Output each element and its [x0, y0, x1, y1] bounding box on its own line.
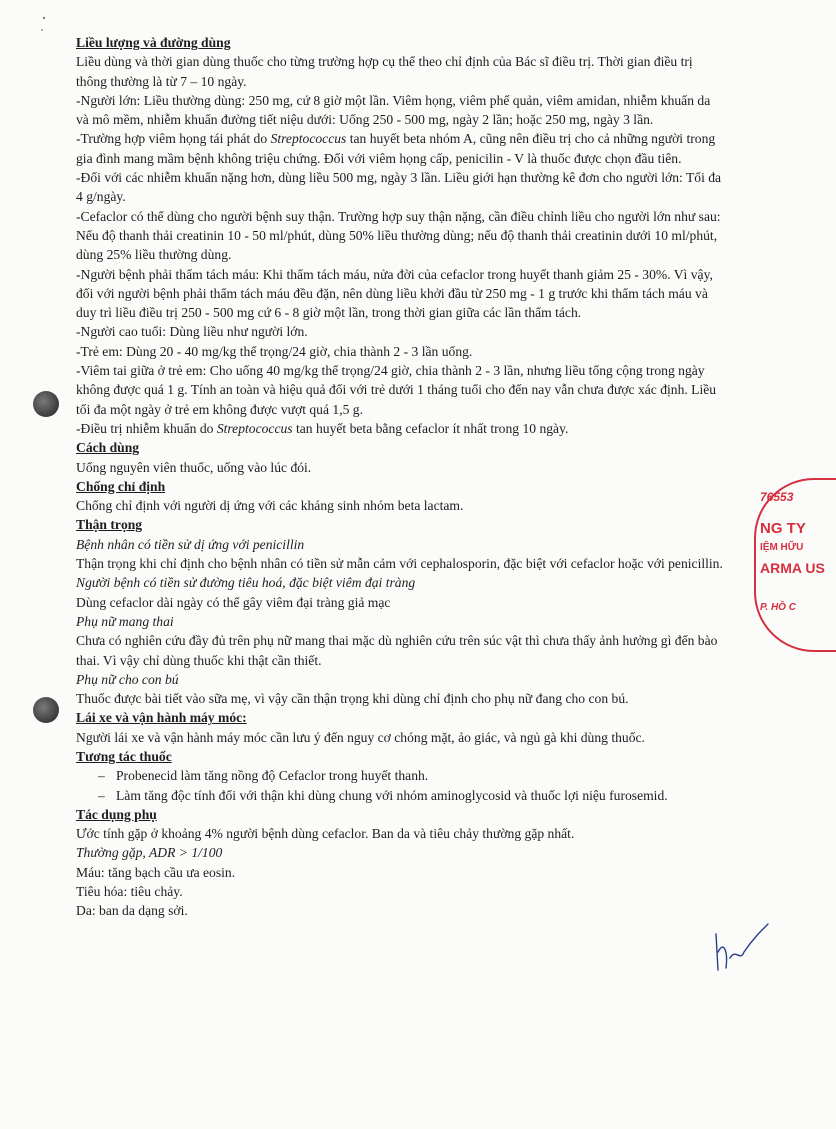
side-effects-intro: Ước tính gặp ở khoảng 4% người bệnh dùng cefaclor. Ban da và tiêu chảy thường gặp nhất. — [76, 826, 575, 842]
dosage-paragraph-streptococcus-2 — [76, 419, 726, 438]
heading-driving: Lái xe và vận hành máy móc: — [76, 710, 247, 726]
dosage-paragraph: -Viêm tai giữa ở trẻ em: Cho uống 40 mg/kg thể trọng/24 giờ, chia thành 2 - 3 lần, nhưng liều tổng cộng trong ngày không được quá 1 g. Tính an toàn và hiệu quả đối với trẻ dưới 1 tháng tuổi cho đến nay vẫn chưa được xác định. Liều tối đa một ngày ở trẻ em không được vượt quá 1,5 g. — [76, 363, 717, 417]
heading-interactions: Tương tác thuốc — [76, 748, 172, 764]
usage-text: Uống nguyên viên thuốc, uống vào lúc đói. — [76, 459, 312, 475]
text-run: tan huyết beta bằng cefaclor ít nhất trong 10 ngày. — [292, 420, 569, 436]
dosage-paragraph: -Đối với các nhiễm khuẩn nặng hơn, dùng liều 500 mg, ngày 3 lần. Liều giới hạn thường kê đơn cho người lớn: Tối đa 4 g/ngày. — [76, 170, 722, 205]
dosage-paragraph: -Người cao tuổi: Dùng liều như người lớn. — [76, 324, 308, 340]
caution-subheading: Phụ nữ mang thai — [76, 613, 174, 629]
driving-text: Người lái xe và vận hành máy móc cần lưu ý đến nguy cơ chóng mặt, ảo giác, và ngủ gà khi dùng thuốc. — [76, 729, 645, 745]
side-effect-item: Máu: tăng bạch cầu ưa eosin. — [76, 864, 236, 880]
text-run: tan huyết beta nhóm A, cũng nên điều trị cho cả những người trong gia đình mang mầm bệnh không triệu chứng. Đối với viêm họng cấp, penicilin - V là thuốc được chọn đầu tiên. — [76, 131, 716, 166]
dosage-paragraph-streptococcus — [76, 129, 726, 168]
punch-hole-bottom — [33, 697, 59, 723]
stamp-text: P. HỒ C — [760, 602, 796, 613]
dosage-paragraph: Liều dùng và thời gian dùng thuốc cho từng trường hợp cụ thể theo chỉ định của Bác sĩ điều trị. Thời gian điều trị thông thường là từ 7 – 10 ngày. — [76, 54, 693, 89]
text-run-italic: Streptococcus — [216, 420, 293, 436]
stamp-text: ARMA US — [760, 560, 825, 576]
heading-caution: Thận trọng — [76, 517, 143, 533]
interaction-item: – Probenecid làm tăng nồng độ Cefaclor trong huyết thanh. — [76, 766, 726, 785]
dosage-paragraph: -Người lớn: Liều thường dùng: 250 mg, cứ 8 giờ một lần. Viêm họng, viêm phế quản, viêm amidan, nhiễm khuẩn da và mô mềm, nhiễm khuẩn đường tiết niệu dưới: Uống 250 - 500 mg, ngày 2 lần; hoặc 250 mg, ngày 3 lần. — [76, 92, 711, 128]
caution-text: Thận trọng khi chỉ định cho bệnh nhân có tiền sử mẫn cảm với cephalosporin, đặc biệt với cefaclor hoặc với penicillin. — [76, 556, 723, 572]
dosage-paragraph: -Người bệnh phải thẩm tách máu: Khi thẩm tách máu, nửa đời của cefaclor trong huyết thanh giảm 25 - 30%. Vì vậy, đối với người bệnh phải thẩm tách máu đều đặn, nên dùng liều khởi đầu từ 250 mg - 1 g trước khi thẩm tách máu và duy trì liều điều trị 250 - 500 mg cứ 6 - 8 giờ một lần, trong thời gian giữa các lần thẩm tách. — [76, 266, 713, 321]
scan-specks — [30, 10, 60, 45]
caution-subheading: Phụ nữ cho con bú — [76, 671, 179, 687]
stamp-text: NG TY — [760, 520, 806, 537]
text-run: -Điều trị nhiễm khuẩn do — [76, 420, 217, 436]
contraindications-text: Chống chỉ định với người dị ứng với các kháng sinh nhóm beta lactam. — [76, 498, 464, 514]
heading-dosage: Liều lượng và đường dùng — [76, 35, 231, 50]
heading-side-effects: Tác dụng phụ — [76, 806, 157, 822]
signature — [706, 922, 776, 982]
caution-text: Dùng cefaclor dài ngày có thể gây viêm đại tràng giả mạc — [76, 594, 391, 610]
stamp-text: IỆM HỮU — [760, 542, 804, 553]
stamp-text: 76553 — [760, 490, 794, 504]
side-effect-item: Da: ban da dạng sởi. — [76, 903, 188, 919]
caution-subheading: Bệnh nhân có tiền sử dị ứng với penicillin — [76, 536, 305, 552]
text-run-italic: Streptococcus — [270, 131, 347, 147]
document-body — [76, 33, 726, 921]
side-effects-common: Thường gặp, ADR > 1/100 — [76, 845, 223, 861]
side-effect-item: Tiêu hóa: tiêu chảy. — [76, 884, 183, 900]
interaction-item: – Làm tăng độc tính đối với thận khi dùng chung với nhóm aminoglycosid và thuốc lợi niệu furosemid. — [76, 786, 726, 805]
heading-usage: Cách dùng — [76, 440, 140, 456]
caution-text: Chưa có nghiên cứu đầy đủ trên phụ nữ mang thai mặc dù nghiên cứu trên súc vật thì chưa thấy ảnh hưởng gì đến bào thai. Vì vậy chỉ dùng thuốc khi thật cần thiết. — [76, 633, 718, 668]
company-stamp — [752, 478, 825, 648]
text-run: -Trường hợp viêm họng tái phát do — [76, 131, 271, 147]
caution-subheading: Người bệnh có tiền sử đường tiêu hoá, đặc biệt viêm đại tràng — [76, 575, 416, 591]
caution-text: Thuốc được bài tiết vào sữa mẹ, vì vậy cần thận trọng khi dùng chỉ định cho phụ nữ đang cho con bú. — [76, 691, 629, 707]
dosage-paragraph: -Trẻ em: Dùng 20 - 40 mg/kg thể trọng/24 giờ, chia thành 2 - 3 lần uống. — [76, 343, 473, 359]
dosage-paragraph: -Cefaclor có thể dùng cho người bệnh suy thận. Trường hợp suy thận nặng, cần điều chỉnh liều cho người lớn như sau: Nếu độ thanh thải creatinin 10 - 50 ml/phút, dùng 50% liều thường dùng; nếu độ thanh thải creatinin dưới 10 ml/phút, dùng 25% liều thường dùng. — [76, 208, 721, 263]
heading-contraindications: Chống chỉ định — [76, 478, 166, 494]
punch-hole-top — [33, 391, 59, 417]
